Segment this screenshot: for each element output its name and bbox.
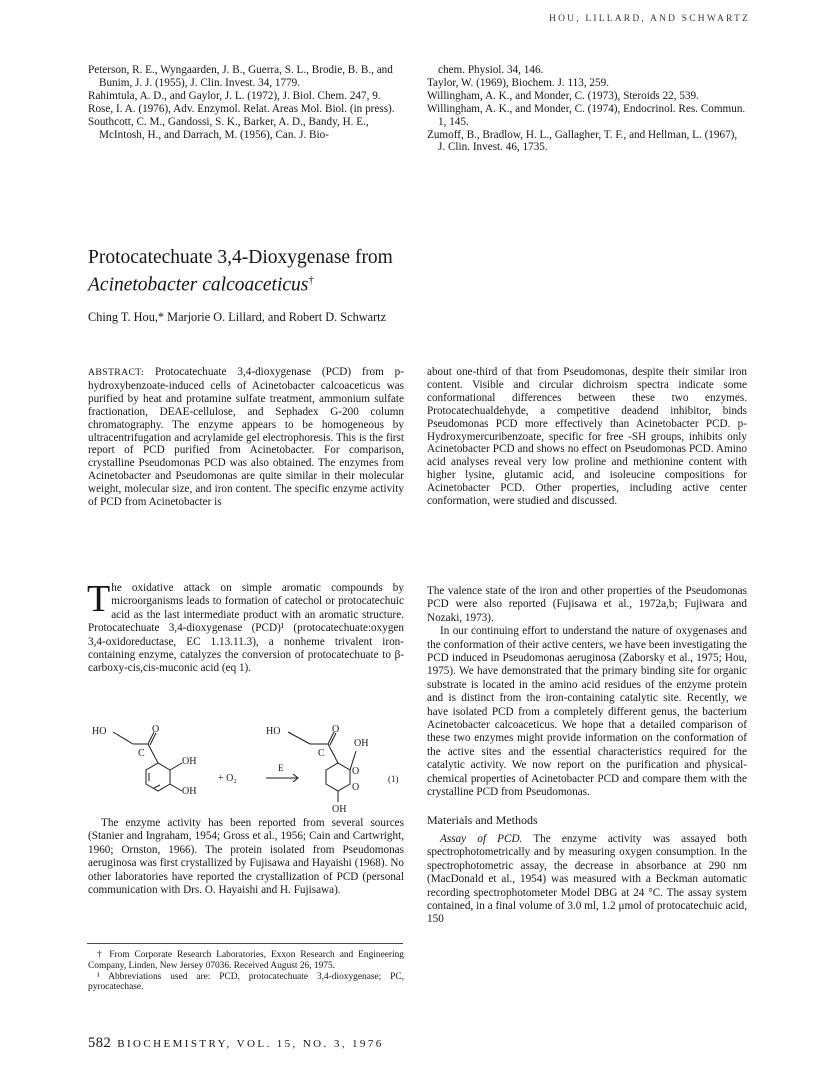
eq-c-right: C — [318, 748, 325, 759]
reaction-equation — [88, 722, 408, 814]
eq-o-right: O — [332, 724, 340, 735]
intro-column-right — [427, 585, 747, 927]
title-line-1: Protocatechuate 3,4-Dioxygenase from — [88, 247, 393, 268]
intro-column-left — [87, 578, 404, 676]
eq-o-ring-2: O — [352, 782, 360, 793]
intro-paragraph-2: The enzyme activity has been reported from several sources (Stanier and Ingraham, 1954; Gross et al., 1956; Cain and Cartwright, 1960; Ornston, 1966). The protein isolated from Pseudomonas aeruginosa was first crystallized by Fujisawa and Hayaishi (1968). No other laboratories have reported the crystallization of PCD (personal communication with Drs. O. Hayaishi and H. Fujisawa). — [88, 817, 404, 897]
title-line-2 — [88, 269, 393, 297]
reference: Willingham, A. K., and Monder, C. (1974), Endocrinol. Res. Commun. 1, 145. — [427, 102, 746, 128]
benzene-ring — [146, 763, 170, 791]
eq-number: (1) — [388, 774, 399, 784]
eq-plus-o2: + O₂ — [218, 773, 237, 784]
article-title — [88, 246, 393, 297]
footnote-affiliation: † From Corporate Research Laboratories, Exxon Research and Engineering Company, Linden, New Jersey 07036. Received August 26, 1975. — [88, 950, 404, 971]
title-organism: Acinetobacter calcoaceticus — [88, 274, 309, 296]
eq-oh-right: OH — [354, 738, 369, 749]
references-left — [88, 64, 404, 141]
eq-ho-left: HO — [92, 726, 107, 737]
references-right — [427, 64, 747, 154]
page-number: 582 — [88, 1035, 112, 1051]
eq-o-left: O — [152, 724, 160, 735]
running-head: HOU, LILLARD, AND SCHWARTZ — [549, 14, 750, 24]
eq-oh-sub: OH — [332, 804, 347, 814]
eq-oh-top: OH — [182, 756, 197, 767]
page-footer — [88, 1035, 384, 1052]
assay-paragraph: Assay of PCD. The enzyme activity was assayed both spectrophotometrically and by measuring oxygen consumption. In the spectrophotometric assay, the decrease in absorbance at 290 nm (MacDonald et al., 1954) was measured with a Beckman automatic recording spectrophotometer Model DBG at 24 °C. The assay system contained, in a final volume of 3.0 ml, 1.2 μmol of protocatechuic acid, 150 — [427, 832, 747, 926]
journal-citation: BIOCHEMISTRY, VOL. 15, NO. 3, 1976 — [117, 1038, 384, 1050]
abstract-left — [88, 366, 404, 509]
reference: Rose, I. A. (1976), Adv. Enzymol. Relat. Areas Mol. Biol. (in press). — [88, 102, 395, 115]
eq-arrow-label: E — [278, 763, 284, 773]
reference: Rahimtula, A. D., and Gaylor, J. L. (1972), J. Biol. Chem. 247, 9. — [88, 89, 381, 102]
reference: Taylor, W. (1969), Biochem. J. 113, 259. — [427, 76, 609, 89]
eq-oh-bottom: OH — [182, 786, 197, 797]
footnote-rule — [87, 943, 403, 944]
intro-paragraph-1: The oxidative attack on simple aromatic compounds by microorganisms leads to formation of catechol or protocatechuic acid as the last intermediate product with an aromatic structure. Protocatechuate 3,4-dioxygenase (PCD)¹ (protocatechuate:oxygen 3,4-oxidoreductase, EC 1.13.11.3), a nonheme trivalent iron-containing enzyme, catalyzes the conversion of protocatechuate to β-carboxy-cis,cis-muconic acid (eq 1). — [87, 578, 404, 675]
abstract-right: about one-third of that from Pseudomonas, despite their similar iron content. Visible and circular dichroism spectra indicate some conformational differences between these two enzymes. Protocatechualdehyde, a competitive deadend inhibitor, binds Pseudomonas PCD more effectively than Acinetobacter PCD. p-Hydroxymercuribenzoate, specific for free -SH groups, inhibits only Acinetobacter PCD and shows no effect on Pseudomonas PCD. Amino acid analyses reveal very low proline and methionine content with higher lysine, glutamic acid, and isoleucine compositions for Acinetobacter PCD. Other properties, including active center conformation, were studied and discussed. — [427, 366, 747, 508]
abstract-text-left: Protocatechuate 3,4-dioxygenase (PCD) from p-hydroxybenzoate-induced cells of Acinetobacter calcoaceticus was purified by heat and protamine sulfate treatment, ammonium sulfate fractionation, DEAE-cellulose, and Sephadex G-200 column chromatography. The enzyme appears to be homogeneous by ultracentrifugation and acrylamide gel electrophoresis. This is the first report of PCD purified from Acinetobacter. For comparison, crystalline Pseudomonas PCD was also obtained. The enzymes from Acinetobacter and Pseudomonas are quite similar in their molecular weight, molecular size, and iron content. The specific enzyme activity of PCD from Acinetobacter is — [88, 366, 404, 509]
authors: Ching T. Hou,* Marjorie O. Lillard, and Robert D. Schwartz — [88, 310, 387, 324]
right-paragraph-2: In our continuing effort to understand the nature of oxygenases and the conformation of their active centers, we have been investigating the PCD induced in Pseudomonas aeruginosa (Zaborsky et al., 1975; Hou, 1975). We have demonstrated that the primary binding site for organic substrate is located in the amino acid residues of the enzyme protein and is distinct from the iron-containing catalytic site. Recently, we have isolated PCD from a completely different genus, the bacterium Acinetobacter calcoaceticus. We hope that a detailed comparison of these two enzymes might provide information on the conformation of the active sites and the essential characteristics required for the catalytic activity. We now report on the purification and physical-chemical properties of Acinetobacter PCD and compare them with the crystalline PCD from Pseudomonas. — [427, 625, 747, 799]
eq-o-ring-1: O — [352, 766, 360, 777]
assay-heading: Assay of PCD. — [440, 832, 523, 845]
reference: Willingham, A. K., and Monder, C. (1973), Steroids 22, 539. — [427, 89, 699, 102]
abstract-label: ABSTRACT: — [88, 367, 145, 378]
muconic-ring — [326, 763, 350, 791]
intro-column-left-cont — [88, 817, 404, 897]
reference: Southcott, C. M., Gandossi, S. K., Barker, A. D., Bandy, H. E., McIntosh, H., and Darrach, M. (1956), Can. J. Bio- — [88, 115, 369, 141]
section-heading: Materials and Methods — [427, 812, 538, 827]
right-paragraph-1: The valence state of the iron and other properties of the Pseudomonas PCD were also reported (Fujisawa et al., 1972a,b; Fujiwara and Nozaki, 1973). — [427, 585, 747, 624]
reference: Zumoff, B., Bradlow, H. L., Gallagher, T. F., and Hellman, L. (1967), J. Clin. Invest. 46, 1735. — [427, 128, 738, 154]
footnote-abbreviations: ¹ Abbreviations used are: PCD, protocatechuate 3,4-dioxygenase; PC, pyrocatechase. — [88, 971, 404, 993]
footnotes — [88, 950, 404, 993]
reference: Peterson, R. E., Wyngaarden, J. B., Guerra, S. L., Brodie, B. B., and Bunim, J. J. (1955), J. Clin. Invest. 34, 1779. — [88, 64, 393, 89]
drop-cap: T — [87, 578, 111, 620]
title-dagger: † — [308, 274, 314, 286]
eq-c-left: C — [138, 748, 145, 759]
reference: chem. Physiol. 34, 146. — [438, 64, 544, 76]
eq-ho-right: HO — [266, 726, 281, 737]
